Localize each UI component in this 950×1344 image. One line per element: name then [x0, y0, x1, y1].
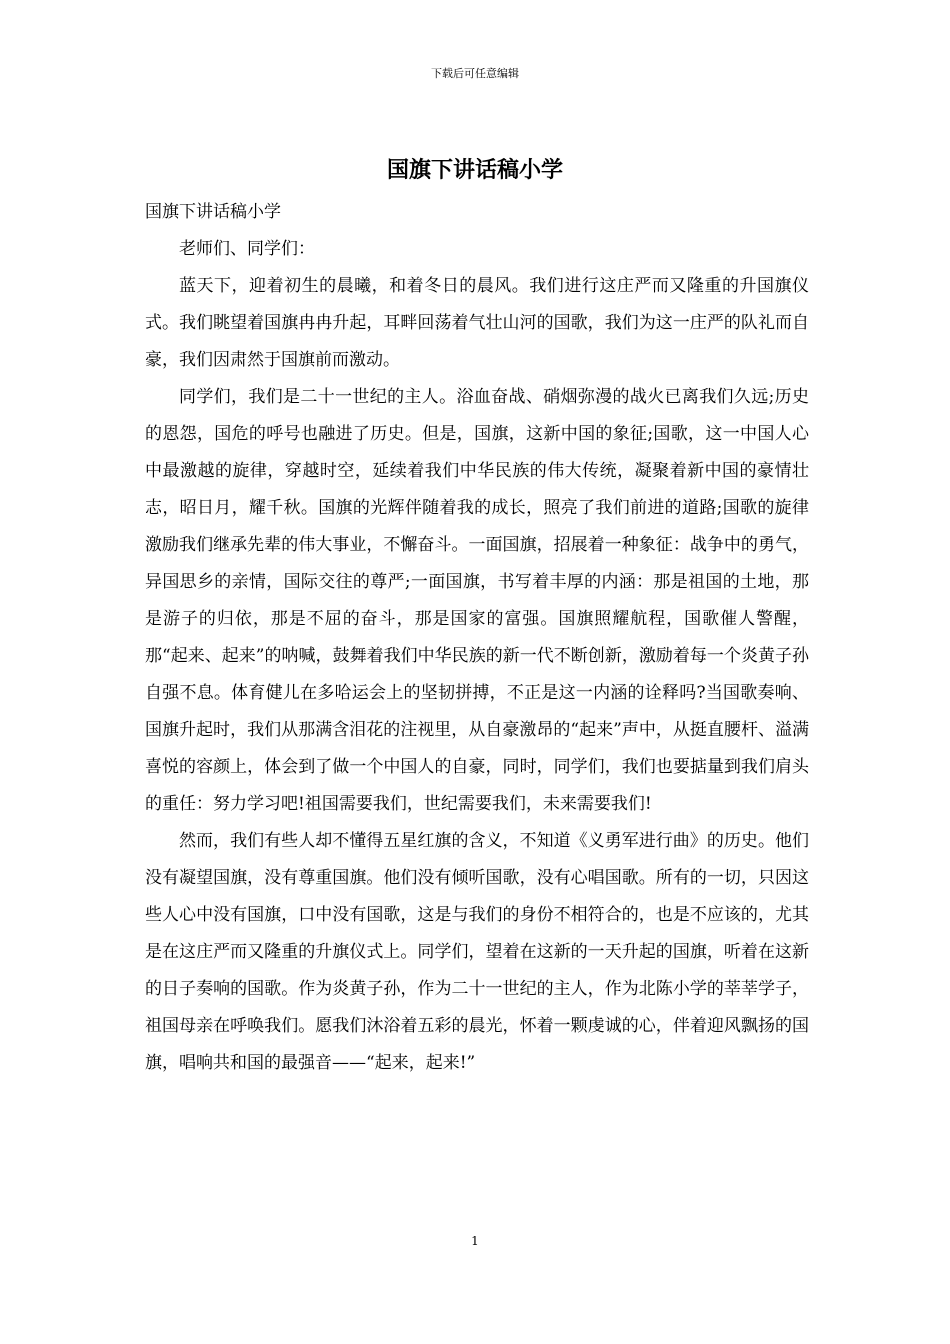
document-body: [145, 194, 809, 1082]
page-number: 1: [471, 1234, 479, 1248]
document-title: 国旗下讲话稿小学: [386, 157, 563, 183]
page-header-note: 下载后可任意编辑: [431, 67, 519, 80]
paragraph: 蓝天下，迎着初生的晨曦，和着冬日的晨风。我们进行这庄严而又隆重的升国旗仪式。我们眺望着国旗冉冉升起，耳畔回荡着气壮山河的国歌，我们为这一庄严的队礼而自豪，我们因肃然于国旗前而激动。: [145, 276, 809, 370]
salutation: 老师们、同学们：: [179, 239, 315, 259]
document-subtitle: 国旗下讲话稿小学: [145, 202, 281, 222]
paragraph: 同学们，我们是二十一世纪的主人。浴血奋战、硝烟弥漫的战火已离我们久远;历史的恩怨，国危的呼号也融进了历史。但是，国旗，这新中国的象征;国歌，这一中国人心中最激越的旋律，穿越时空，延续着我们中华民族的伟大传统，凝聚着新中国的豪情壮志，昭日月，耀千秋。国旗的光辉伴随着我的成长，照亮了我们前进的道路;国歌的旋律激励我们继承先辈的伟大事业，不懈奋斗。一面国旗，招展着一种象征：战争中的勇气，异国思乡的亲情，国际交往的尊严;一面国旗，书写着丰厚的内涵：那是祖国的土地，那是游子的归依，那是不屈的奋斗，那是国家的富强。国旗照耀航程，国歌催人警醒，那“起来、起来”的呐喊，鼓舞着我们中华民族的新一代不断创新，激励着每一个炎黄子孙自强不息。体育健儿在多哈运会上的坚韧拼搏，不正是这一内涵的诠释吗?当国歌奏响、国旗升起时，我们从那满含泪花的注视里，从自豪激昂的“起来”声中，从挺直腰杆、溢满喜悦的容颜上，体会到了做一个中国人的自豪，同时，同学们，我们也要掂量到我们肩头的重任：努力学习吧!祖国需要我们，世纪需要我们，未来需要我们!: [145, 387, 809, 814]
paragraph: 然而，我们有些人却不懂得五星红旗的含义，不知道《义勇军进行曲》的历史。他们没有凝望国旗，没有尊重国旗。他们没有倾听国歌，没有心唱国歌。所有的一切，只因这些人心中没有国旗，口中没有国歌，这是与我们的身份不相符合的，也是不应该的，尤其是在这庄严而又隆重的升旗仪式上。同学们，望着在这新的一天升起的国旗，听着在这新的日子奏响的国歌。作为炎黄子孙，作为二十一世纪的主人，作为北陈小学的莘莘学子，祖国母亲在呼唤我们。愿我们沐浴着五彩的晨光，怀着一颗虔诚的心，伴着迎风飘扬的国旗，唱响共和国的最强音——“起来，起来!”: [145, 831, 809, 1073]
